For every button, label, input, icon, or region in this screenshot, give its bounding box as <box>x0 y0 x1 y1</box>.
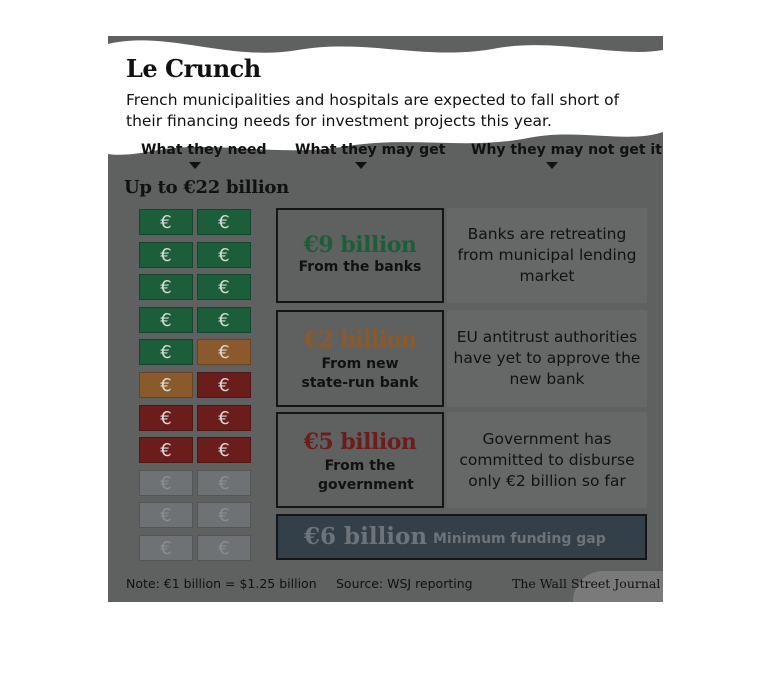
chart-title: Le Crunch <box>126 54 261 83</box>
funding-source: From new state-run bank <box>301 356 419 391</box>
euro-bill-banks: € <box>139 209 193 235</box>
total-need-label: Up to €22 billion <box>124 177 289 198</box>
funding-gap-box <box>276 514 647 560</box>
euro-bill-banks: € <box>139 307 193 333</box>
footer-note: Note: €1 billion = $1.25 billion <box>126 576 317 591</box>
chart-subtitle: French municipalities and hospitals are expected to fall short of their financing needs for investment projects this year. <box>126 91 620 130</box>
funding-amount: €9 billion <box>303 232 417 258</box>
euro-bill-banks: € <box>197 274 251 300</box>
euro-bill-gap: € <box>197 470 251 496</box>
euro-bill-banks: € <box>197 209 251 235</box>
euro-bill-banks: € <box>139 339 193 365</box>
euro-bill-banks: € <box>197 242 251 268</box>
funding-box-government <box>276 412 444 508</box>
column-header-need: What they need <box>141 142 267 158</box>
euro-bill-gap: € <box>139 502 193 528</box>
funding-amount: €2 billion <box>303 327 417 353</box>
reason-government: Government has committed to disburse only €2 billion so far <box>447 412 647 508</box>
euro-bill-government: € <box>139 437 193 463</box>
euro-bill-government: € <box>197 372 251 398</box>
euro-bill-banks: € <box>139 242 193 268</box>
footer-source: Source: WSJ reporting <box>336 576 473 591</box>
funding-source: From the government <box>318 458 414 493</box>
arrow-down-icon <box>355 162 367 169</box>
funding-source: From the banks <box>298 259 422 275</box>
column-header-may-get: What they may get <box>295 142 446 158</box>
euro-bill-gap: € <box>139 470 193 496</box>
euro-bill-state_bank: € <box>197 339 251 365</box>
euro-bill-banks: € <box>197 307 251 333</box>
funding-box-state-bank <box>276 310 444 407</box>
gap-label: Minimum funding gap <box>433 531 606 547</box>
euro-bill-banks: € <box>139 274 193 300</box>
reason-banks: Banks are retreating from municipal lending market <box>447 208 647 303</box>
funding-box-banks <box>276 208 444 303</box>
euro-bill-state_bank: € <box>139 372 193 398</box>
reason-state-bank: EU antitrust authorities have yet to approve the new bank <box>447 310 647 407</box>
euro-bill-gap: € <box>197 535 251 561</box>
euro-bill-government: € <box>139 405 193 431</box>
column-header-why-not: Why they may not get it <box>471 142 662 158</box>
euro-bill-gap: € <box>139 535 193 561</box>
euro-bill-government: € <box>197 405 251 431</box>
funding-amount: €5 billion <box>303 429 417 455</box>
arrow-down-icon <box>189 162 201 169</box>
gap-amount: €6 billion <box>304 523 428 550</box>
infographic <box>108 36 663 602</box>
arrow-down-icon <box>546 162 558 169</box>
euro-bill-gap: € <box>197 502 251 528</box>
euro-bill-government: € <box>197 437 251 463</box>
footer-credit: The Wall Street Journal <box>512 576 661 591</box>
